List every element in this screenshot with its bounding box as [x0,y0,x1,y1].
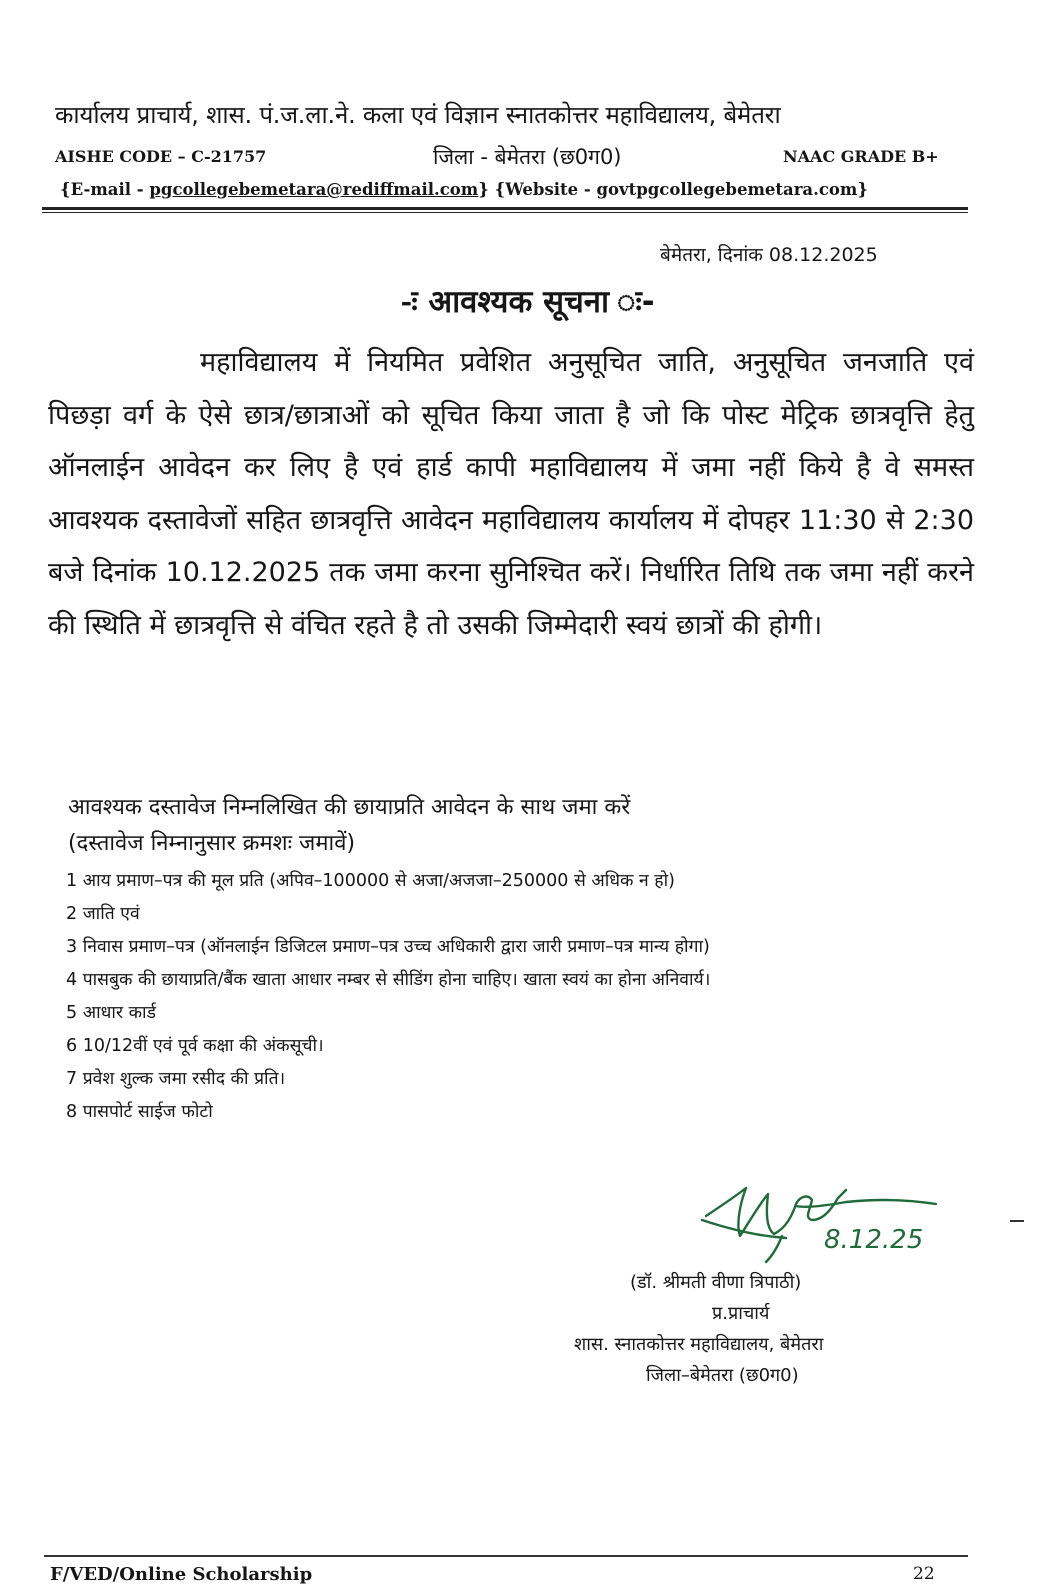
contact-line [60,180,868,199]
header-divider-thick [42,207,968,210]
signatory-district: जिला–बेमेतरा (छ0ग0) [646,1365,799,1386]
list-item: 4 पासबुक की छायाप्रति/बैंक खाता आधार नम्बर से सीडिंग होना चाहिए। खाता स्वयं का होना अनिवार्य। [66,970,711,990]
documents-heading: आवश्यक दस्तावेज निम्नलिखित की छायाप्रति आवेदन के साथ जमा करें [68,795,631,820]
handwritten-signature [696,1176,976,1266]
list-item: 1 आय प्रमाण–पत्र की मूल प्रति (अपिव–100000 से अजा/अजजा–250000 से अधिक न हो) [66,871,675,891]
list-item: 6 10/12वीं एवं पूर्व कक्षा की अंकसूची। [66,1036,324,1056]
website-text: {Website - govtpgcollegebemetara.com} [488,180,868,199]
email-link[interactable]: pgcollegebemetara@rediffmail.com [149,180,479,199]
documents-list [66,866,918,1130]
header-info-row [55,143,975,171]
header-district: जिला - बेमेतरा (छ0ग0) [433,145,622,169]
list-item: 2 जाति एवं [66,904,140,924]
page-number: 22 [913,1564,935,1584]
list-item: 7 प्रवेश शुल्क जमा रसीद की प्रति। [66,1069,286,1089]
signature-date: 8.12.25 [824,1225,924,1255]
aishe-code: AISHE CODE – C-21757 [55,147,267,166]
signatory-block [560,1267,930,1391]
signatory-office: शास. स्नातकोत्तर महाविद्यालय, बेमेतरा [574,1334,824,1355]
notice-title: -ः आवश्यक सूचना ः- [401,284,655,320]
date-line: बेमेतरा, दिनांक 08.12.2025 [660,244,878,266]
naac-grade: NAAC GRADE B+ [783,147,939,166]
footer-divider [44,1555,968,1557]
list-item: 3 निवास प्रमाण–पत्र (ऑनलाईन डिजिटल प्रमाण–पत्र उच्च अधिकारी द्वारा जारी प्रमाण–पत्र मान्य होगा) [66,937,710,957]
email-label: {E-mail - [60,180,150,199]
notice-body: महाविद्यालय में नियमित प्रवेशित अनुसूचित जाति, अनुसूचित जनजाति एवं पिछड़ा वर्ग के ऐसे छात्र/छात्राओं को सूचित किया जाता है जो कि पोस्ट मेट्रिक छात्रवृत्ति हेतु ऑनलाईन आवेदन कर लिए है एवं हार्ड कापी महाविद्यालय में जमा नहीं किये है वे समस्त आवश्यक दस्तावेजों सहित छात्रवृत्ति आवेदन महाविद्यालय कार्यालय में दोपहर 11:30 से 2:30 बजे दिनांक 10.12.2025 तक जमा करना सुनिश्चित करें। निर्धारित तिथि तक जमा नहीं करने की स्थिति में छात्रवृत्ति से वंचित रहते है तो उसकी जिम्मेदारी स्वयं छात्रों की होगी। [48,347,974,641]
email-close: } [478,180,489,199]
list-item: 5 आधार कार्ड [66,1003,156,1023]
signatory-designation: प्र.प्राचार्य [712,1303,770,1324]
documents-heading-block [68,790,968,862]
footer-reference: F/VED/Online Scholarship [50,1564,313,1585]
list-item: 8 पासपोर्ट साईज फोटो [66,1102,213,1122]
margin-mark [1010,1220,1024,1222]
documents-subheading: (दस्तावेज निम्नानुसार क्रमशः जमावें) [68,831,356,856]
office-title: कार्यालय प्राचार्य, शास. पं.ज.ला.ने. कला एवं विज्ञान स्नातकोत्तर महाविद्यालय, बेमेतरा [55,101,781,129]
header-divider-thin [42,212,968,213]
signatory-name: (डॉ. श्रीमती वीणा त्रिपाठी) [630,1272,802,1293]
